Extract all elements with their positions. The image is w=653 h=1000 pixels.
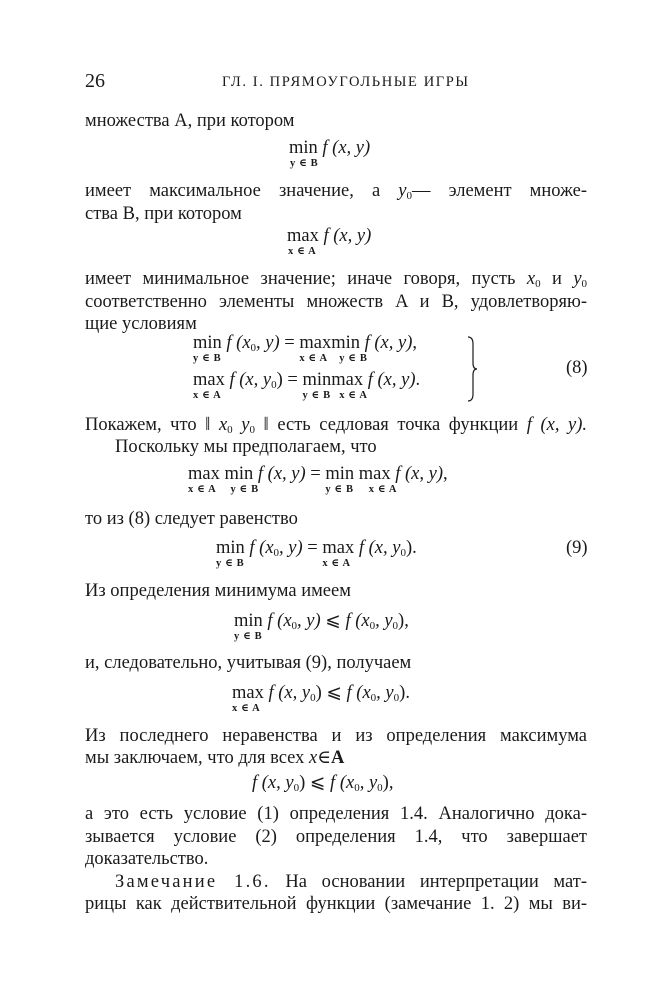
formula-max-f: max x ∈ A f (x, y) bbox=[287, 226, 372, 257]
formula-max-inequality: max x ∈ A f (x, y0) ⩽ f (x0, y0). bbox=[232, 683, 410, 714]
text-line: имеет максимальное значение, а y0— элемент множе- bbox=[85, 181, 587, 202]
equation-number-9: (9) bbox=[566, 538, 588, 558]
text-line: доказательство. bbox=[85, 849, 209, 869]
equation-number-8: (8) bbox=[566, 358, 588, 378]
text-line: множества A, при котором bbox=[85, 111, 295, 131]
formula-system-8-row1: min y ∈ B f (x0, y) = max x ∈ A min y ∈ B f (x, y), bbox=[193, 333, 418, 364]
text-line: то из (8) следует равенство bbox=[85, 509, 298, 529]
formula-min-f: min y ∈ B f (x, y) bbox=[289, 138, 371, 169]
text-line: соответственно элементы множеств A и B, удовлетворяю- bbox=[85, 292, 587, 312]
text-line: мы заключаем, что для всех x∈A bbox=[85, 748, 345, 768]
text-line: Из определения минимума имеем bbox=[85, 581, 351, 601]
text-line: ства B, при котором bbox=[85, 204, 242, 224]
text-line: а это есть условие (1) определения 1.4. Аналогично дока- bbox=[85, 804, 587, 824]
formula-equation-9: min y ∈ B f (x0, y) = max x ∈ A f (x, y0). bbox=[216, 538, 417, 569]
text-line: щие условиям bbox=[85, 314, 197, 334]
formula-final-inequality: f (x, y0) ⩽ f (x0, y0), bbox=[252, 773, 394, 794]
remark-heading-line: Замечание 1.6. На основании интерпретации мат- bbox=[115, 872, 587, 892]
text-line: Поскольку мы предполагаем, что bbox=[115, 437, 377, 457]
text-line: имеет минимальное значение; иначе говоря, пусть x0 и y0 bbox=[85, 269, 588, 290]
running-header: ГЛ. I. ПРЯМОУГОЛЬНЫЕ ИГРЫ bbox=[222, 74, 470, 90]
text-line: Покажем, что ‖ x0 y0 ‖ есть седловая точка функции f (x, y). bbox=[85, 415, 588, 436]
text-line: Из последнего неравенства и из определения максимума bbox=[85, 726, 587, 746]
formula-min-inequality: min y ∈ B f (x0, y) ⩽ f (x0, y0), bbox=[234, 611, 409, 642]
page-number: 26 bbox=[85, 70, 105, 92]
formula-system-8-row2: max x ∈ A f (x, y0) = min y ∈ B max x ∈ A f (x, y). bbox=[193, 370, 421, 401]
right-brace bbox=[467, 336, 477, 402]
text-line: и, следовательно, учитывая (9), получаем bbox=[85, 653, 412, 673]
text-line: рицы как действительной функции (замечание 1. 2) мы ви- bbox=[85, 894, 587, 914]
formula-minimax-equality: max x ∈ A min y ∈ B f (x, y) = min y ∈ B max x ∈ A f (x, y), bbox=[188, 464, 448, 495]
text-line: зывается условие (2) определения 1.4, что завершает bbox=[85, 827, 587, 847]
